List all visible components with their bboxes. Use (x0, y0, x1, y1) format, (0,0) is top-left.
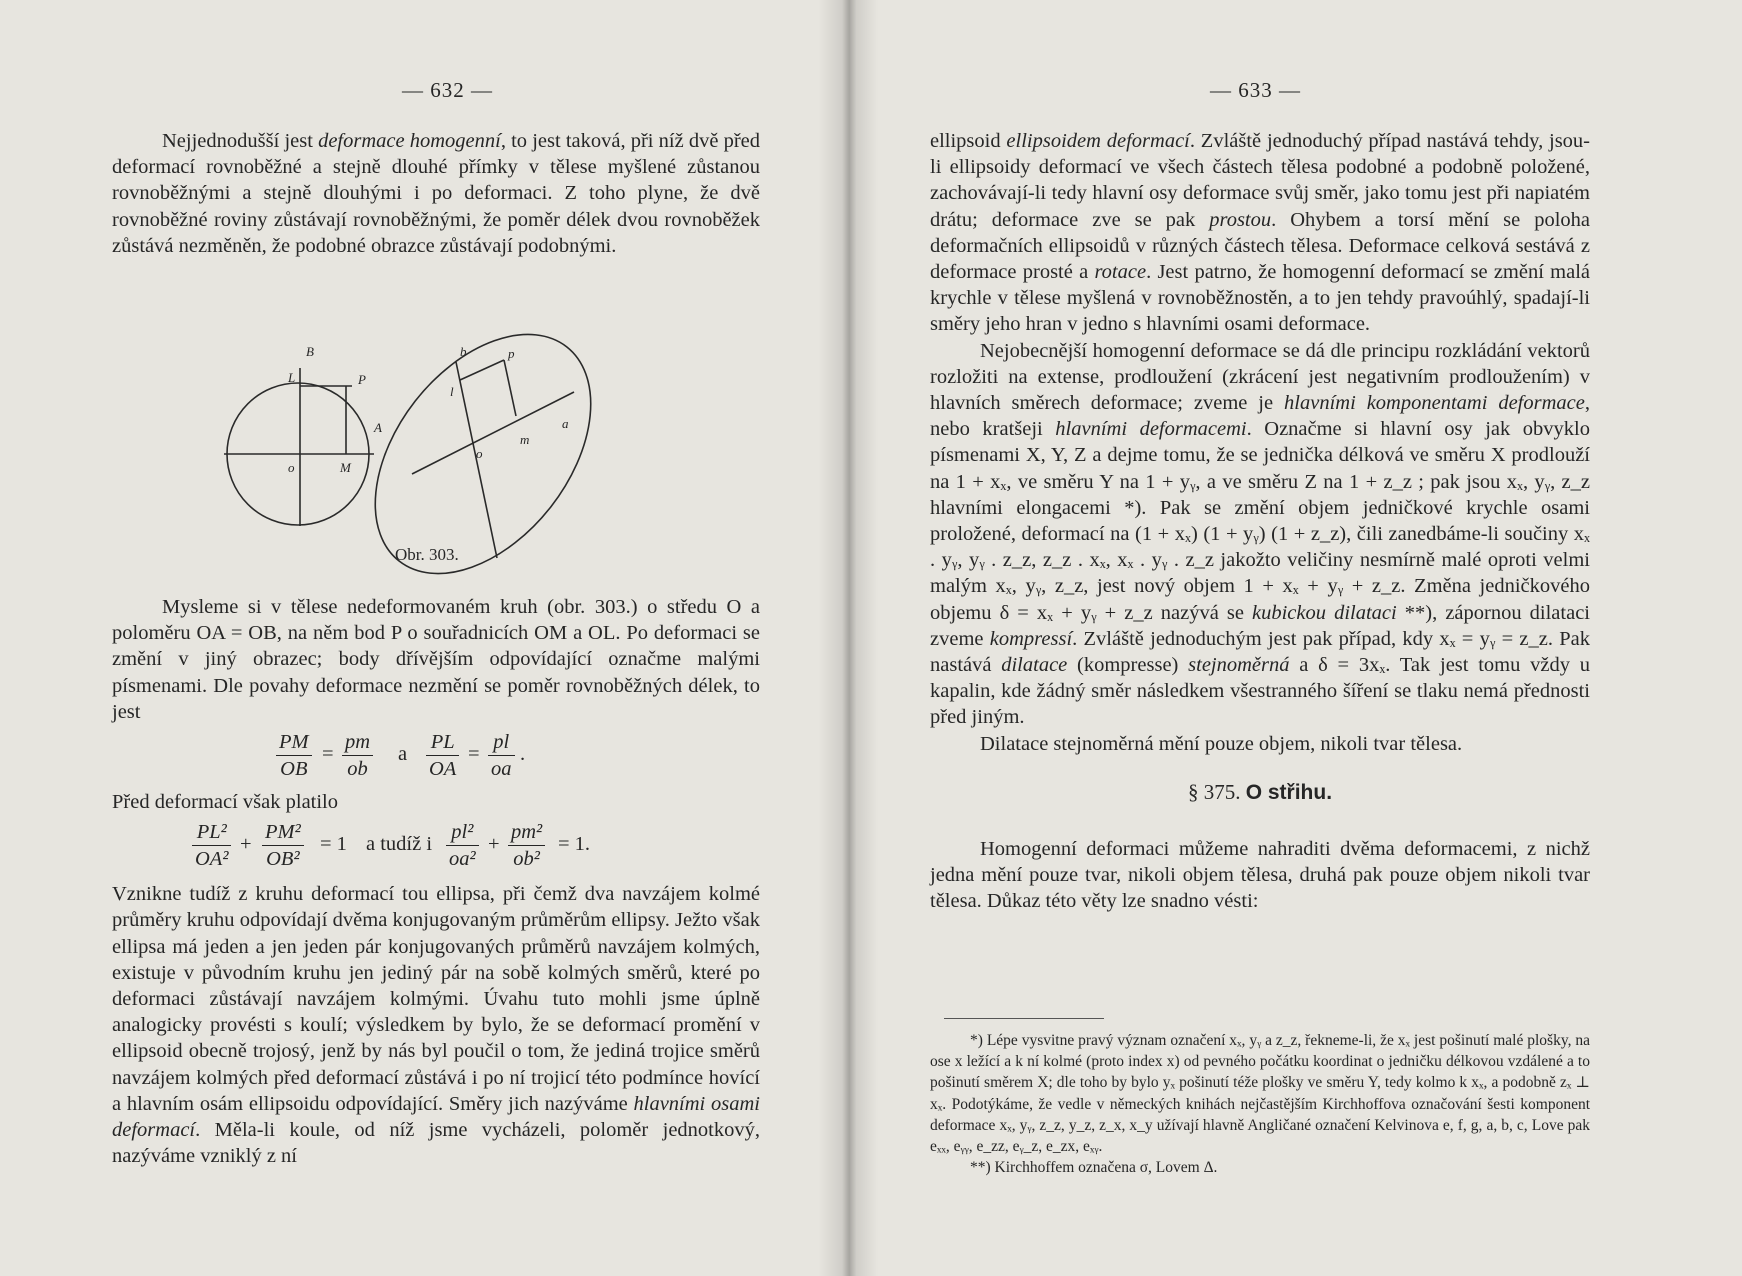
right-page (852, 0, 1742, 1276)
ellipse (332, 328, 635, 580)
page-number: — 633 — (1210, 78, 1301, 102)
label-p: p (508, 346, 515, 361)
page-number: — 632 — (402, 78, 493, 102)
label-l: l (450, 384, 454, 399)
section-heading (930, 779, 1590, 806)
footnote-1: *) Lépe vysvitne pravý význam označení xₓ, yᵧ a z_z, řekneme-li, že xₓ jest pošinutí malé plošky, na ose x ležící a k ní kolmé (proto index x) od pevného počátku koordinat o jedničku délkovou vzdálené a to pošinutí směrem X; dle toho by bylo yₓ pošinutí téže plošky ve směru Y, tedy kolmo k xₓ, a podobně zₓ ⊥ xₓ. Podotýkáme, že vedle v německých knihách nejčastějším Kirchhoffova označování šesti komponent deformace xₓ, yᵧ, z_z, y_z, z_x, x_y užívají hlavně Angličané označení Kelvinova e, f, g, a, b, c, Love pak eₓₓ, eᵧᵧ, e_zz, eᵧ_z, e_zx, eₓᵧ. (930, 1032, 1590, 1156)
plus: + (488, 833, 500, 856)
fraction: $\frac{\text{PL²}}{\text{OA²}}$ (192, 819, 231, 872)
fraction: $\frac{\text{pm²}}{\text{ob²}}$ (508, 819, 545, 872)
equals-one: = 1. (558, 833, 591, 856)
paragraph-elongations: Nejobecnější homogenní deformace se dá dle principu rozkládání vektorů rozložiti na extense, prodloužení (zkrácení jest negativním prodloužením) v hlavních směrech deformace; zveme je hlavními komponentami deformace, nebo kratšeji hlavními deformacemi. Označme si hlavní osy jak obvyklo písmenami X, Y, Z a dejme tomu, že se jednička délková ve směru X prodlouží na 1 + xₓ, ve směru Y na 1 + yᵧ, a ve směru Z na 1 + z_z ; pak jsou xₓ, yᵧ, z_z hlavními elongacemi *). Pak se změní objem jedničkové krychle osami proložené, deformací na (1 + xₓ) (1 + yᵧ) (1 + z_z), čili zanedbáme-li součiny xₓ . yᵧ, yᵧ . z_z, z_z . xₓ, xₓ . yᵧ . z_z jakožto veličiny nesmírně malé oproti velmi malým xₓ, yᵧ, z_z, jest nový objem 1 + xₓ + yᵧ + z_z. Změna jedničkového objemu δ = xₓ + yᵧ + z_z nazývá se kubickou dilataci **), zápornou dilataci zveme kompressí. Zvláště jednoduchým jest pak případ, kdy xₓ = yᵧ = z_z. Pak nastává dilatace (kompresse) stejnoměrná a δ = 3xₓ. Tak jest tomu vždy u kapalin, kde žádný směr následkem všestranného šíření se tlaku nemá přednosti před jiným. (930, 339, 1590, 729)
text: Vznikne tudíž z kruhu deformací tou ellipsa, při čemž dva navzájem kolmé průměry kruhu odpovídají dvěma konjugovaným průměrům ellipsy. Ježto však ellipsa má jeden a jen jeden pár konjugovaných průměrů navzájem kolmých, existuje v původním kruhu jen jediný pár na sobě kolmých směrů, které po deformaci zůstávají navzájem kolmými. Úvahu tuto mohli jsme úplně analogicky provésti s koulí; výsledkem by bylo, že se deformací promění v ellipsoid obecně trojosý, jenž by nás byl poučil o tom, že jediná trojice směrů navzájem kolmých před deformací zůstává i po ní trojicí této podmínce hovící a hlavním osám ellipsoidu odpovídající. Směry jich nazýváme (112, 883, 760, 1115)
paragraph-ellipsoid-deformation: ellipsoid ellipsoidem deformací. Zvláště jednoduchý případ nastává tehdy, jsou-li ellipsoidy deformací ve všech částech tělesa podobné a podobně položené, zachovávají-li tedy hlavní osy deformace svůj směr, jako tomu jest při napiatém drátu; deformace zve se pak prostou. Ohybem a torsí mění se poloha deformačních ellipsoidů v různých částech tělesa. Deformace celková sestává z deformace prosté a rotace. Jest patrno, že homogenní deformací se změní malá krychle v tělese myšlená v rovnoběžnostěn, a to jen tehdy pravoúhlý, spadají-li směry jeho hran v jedno s hlavními osami deformace. (930, 130, 1591, 336)
paragraph-intro (112, 128, 760, 259)
formula-ratios (112, 725, 760, 789)
footnote-2: **) Kirchhoffem označena σ, Lovem Δ. (970, 1159, 1218, 1177)
ellipse-line-pm (504, 360, 516, 416)
label-L: L (288, 370, 296, 385)
figure-303 (112, 328, 760, 580)
footnote-divider (944, 1018, 1104, 1019)
ellipse-axis-oa (412, 392, 574, 474)
label-B: B (306, 344, 314, 359)
label-P: P (358, 372, 366, 387)
text: . Měla-li koule, od níž jsme vycházeli, poloměr jednotkový, nazýváme vzniklý z ní (112, 1119, 760, 1168)
plus: + (240, 833, 252, 856)
fraction: $\frac{pl}{oa}$ (488, 729, 515, 782)
conjunction: a (398, 743, 408, 766)
figure-caption: Obr. 303. (395, 545, 459, 564)
section-title: O střihu. (1245, 780, 1333, 804)
fraction: $\frac{\text{PM²}}{\text{OB²}}$ (262, 819, 304, 872)
text: Mysleme si v tělese nedeformovaném kruh (obr. 303.) o středu O a poloměru OA = OB, na něm bod P o souřadnicích OM a OL. Po deformaci se změní v jiný obrazec; body dřívějším odpovídající označme malými písmenami. Dle povahy deformace nezmění se poměr rovnoběžných délek, to jest (112, 596, 760, 723)
emphasis: deformace homogenní (318, 130, 501, 152)
fraction: $\frac{PL}{OA}$ (426, 729, 459, 782)
footnotes (930, 1030, 1590, 1178)
emphasis: hlavními osami deformací (112, 1092, 761, 1142)
conjunction: a tudíž i (366, 833, 433, 856)
equals-one: = 1 (320, 833, 347, 856)
label-b: b (460, 344, 467, 359)
label-a: a (562, 416, 569, 431)
label-A: A (374, 420, 382, 435)
text: , to jest taková, při níž dvě před deformací rovnoběžné a stejně dlouhé přímky v tělese myšlené zůstanou rovnoběžnými a stejně dlouhými i po deformaci. Z toho plyne, že dvě rovnoběžné roviny zůstávají rovnoběžnými, že poměr délek dvou rovnoběžek zůstává nezměněn, že podobné obrazce zůstávají podobnými. (112, 130, 761, 257)
fraction: $\frac{\text{pl²}}{\text{oa²}}$ (446, 819, 479, 872)
fraction: $\frac{pm}{ob}$ (342, 729, 373, 782)
period: . (520, 743, 526, 766)
circle-ellipse-diagram (112, 328, 760, 580)
label-m: m (520, 432, 530, 447)
text: Před deformací však platilo (112, 791, 339, 814)
label-M: M (340, 460, 351, 475)
paragraph-shear: Homogenní deformaci můžeme nahraditi dvěma deformacemi, z nichž jedna mění pouze tvar, nikoli objem tělesa, druhá pak pouze objem nikoli tvar tělesa. Důkaz této věty lze snadno vésti: (930, 838, 1590, 913)
paragraph-uniform-dilatation: Dilatace stejnoměrná mění pouze objem, nikoli tvar tělesa. (980, 732, 1463, 755)
main-text (930, 128, 1590, 915)
label-o-ellipse: o (476, 446, 483, 461)
label-o-circle: o (288, 460, 295, 475)
section-number: § 375. (1187, 779, 1241, 804)
equals: = (322, 743, 334, 766)
equals: = (468, 743, 480, 766)
left-page (0, 0, 852, 1276)
fraction: $\frac{PM}{OB}$ (276, 729, 312, 782)
ellipse-line-lp (460, 360, 504, 380)
formula-circle-equation (112, 815, 760, 881)
paragraph-circle (112, 594, 760, 1169)
text: Nejjednodušší jest (162, 130, 319, 152)
paragraph-ellipsoid (112, 881, 760, 1169)
